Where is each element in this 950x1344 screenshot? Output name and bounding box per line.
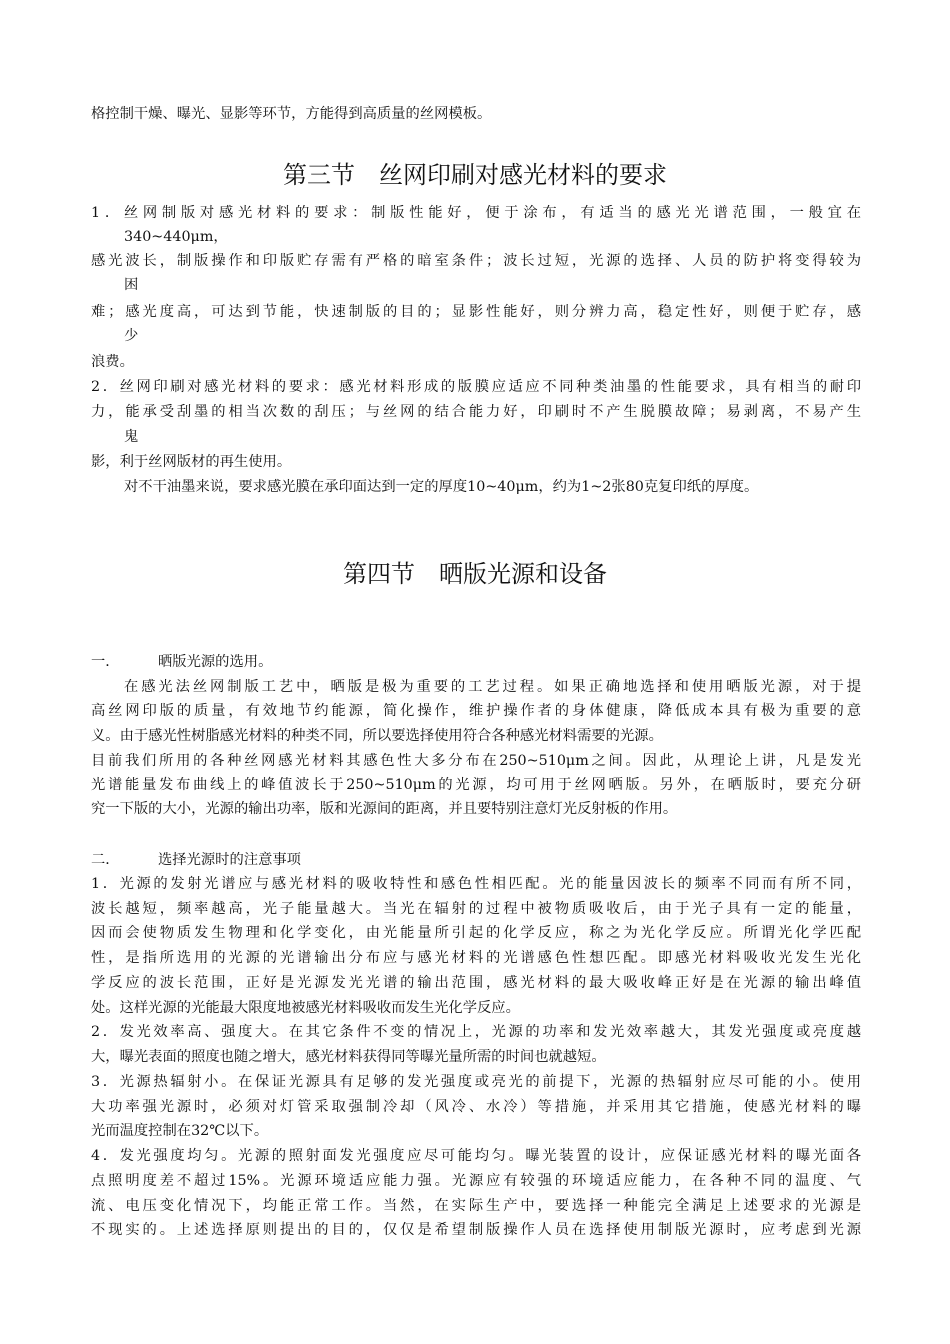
paragraph-line: 4．发光强度均匀。光源的照射面发光强度应尽可能均匀。曝光装置的设计，应保证感光材料的曝光面各 [91, 1148, 861, 1164]
section-3-heading [0, 159, 950, 191]
paragraph-line: 学反应的波长范围，正好是光源发光光谱的输出范围，感光材料的最大吸收峰正好是在光源的输出峰值 [91, 975, 861, 991]
paragraph-line: 大，曝光表面的照度也随之增大，感光材料获得同等曝光量所需的时间也就越短。 [91, 1049, 606, 1065]
paragraph-line: 大功率强光源时，必须对灯管采取强制冷却（风冷、水冷）等措施，并采用其它措施，使感光材料的曝 [91, 1099, 861, 1115]
paragraph-line: 性，是指所选用的光源的光谱输出分布应与感光材料的光谱感色性想匹配。即感光材料吸收光发生光化 [91, 950, 861, 966]
paragraph-line: 感光波长，制版操作和印版贮存需有严格的暗室条件；波长过短，光源的选择、人员的防护将变得较为 [91, 253, 861, 269]
subsection-heading [91, 652, 861, 672]
section-title: 晒版光源和设备 [439, 560, 607, 588]
section-title: 丝网印刷对感光材料的要求 [379, 161, 667, 189]
paragraph-line: 流、电压变化情况下，均能正常工作。当然，在实际生产中，要选择一种能完全满足上述要求的光源是 [91, 1198, 861, 1214]
paragraph-line: 影，利于丝网版材的再生使用。 [91, 454, 292, 470]
paragraph-line: 点照明度差不超过15%。光源环境适应能力强。光源应有较强的环境适应能力，在各种不同的温度、气 [91, 1173, 861, 1189]
paragraph-line: 2．发光效率高、强度大。在其它条件不变的情况上，光源的功率和发光效率越大，其发光强度或亮度越 [91, 1024, 861, 1040]
paragraph-line: 格控制干燥、曝光、显影等环节，方能得到高质量的丝网模板。 [91, 106, 492, 122]
section-4-heading [0, 558, 950, 590]
paragraph-line: 力，能承受刮墨的相当次数的刮压；与丝网的结合能力好，印刷时不产生脱膜故障；易剥离，不易产生 [91, 404, 861, 420]
list-item-line: 2．丝网印刷对感光材料的要求：感光材料形成的版膜应适应不同种类油墨的性能要求，具有相当的耐印 [91, 379, 861, 395]
paragraph-line: 究一下版的大小，光源的输出功率，版和光源间的距离，并且要特别注意灯光反射板的作用。 [91, 801, 678, 817]
wrapped-line: 少 [124, 328, 139, 344]
section-number: 第四节 [343, 560, 415, 588]
subsection-mark: 一． [91, 654, 120, 670]
subsection-title: 晒版光源的选用。 [158, 654, 273, 670]
paragraph-line: 处。这样光源的光能最大限度地被感光材料吸收而发生光化学反应。 [91, 1000, 520, 1016]
list-item-line: 1．丝网制版对感光材料的要求：制版性能好，便于涂布，有适当的感光光谱范围，一般宜在 [91, 205, 861, 221]
paragraph-line: 因而会使物质发生物理和化学变化，由光能量所引起的化学反应，称之为光化学反应。所谓光化学匹配 [91, 925, 861, 941]
paragraph-line: 光而温度控制在32℃以下。 [91, 1123, 269, 1139]
subsection-heading [91, 850, 861, 870]
paragraph-line: 浪费。 [91, 354, 134, 370]
paragraph-line: 义。由于感光性树脂感光材料的种类不同，所以要选择使用符合各种感光材料需要的光源。 [91, 728, 663, 744]
paragraph-line: 对不干油墨来说，要求感光膜在承印面达到一定的厚度10~40μm，约为1~2张80克复印纸的厚度。 [124, 479, 759, 495]
subsection-title: 选择光源时的注意事项 [158, 852, 301, 868]
wrapped-line: 340~440μm， [124, 229, 228, 245]
paragraph-line: 目前我们所用的各种丝网感光材料其感色性大多分布在250~510μm之间。因此，从理论上讲，凡是发光 [91, 753, 861, 769]
subsection-mark: 二． [91, 852, 120, 868]
paragraph-line: 不现实的。上述选择原则提出的目的，仅仅是希望制版操作人员在选择使用制版光源时，应考虑到光源 [91, 1222, 861, 1238]
paragraph-line: 在感光法丝网制版工艺中，晒版是极为重要的工艺过程。如果正确地选择和使用晒版光源，对于提 [124, 679, 861, 695]
paragraph-line: 1．光源的发射光谱应与感光材料的吸收特性和感色性相匹配。光的能量因波长的频率不同而有所不同， [91, 876, 861, 892]
wrapped-line: 鬼 [124, 429, 139, 445]
wrapped-line: 困 [124, 277, 139, 293]
paragraph-line: 3．光源热辐射小。在保证光源具有足够的发光强度或亮光的前提下，光源的热辐射应尽可能的小。使用 [91, 1074, 861, 1090]
paragraph-line: 难；感光度高，可达到节能，快速制版的目的；显影性能好，则分辨力高，稳定性好，则便于贮存，感 [91, 304, 861, 320]
paragraph-line: 光谱能量发布曲线上的峰值波长于250~510μm的光源，均可用于丝网晒版。另外，在晒版时，要充分研 [91, 777, 861, 793]
paragraph-line: 高丝网印版的质量，有效地节约能源，简化操作，维护操作者的身体健康，降低成本具有极为重要的意 [91, 703, 861, 719]
section-number: 第三节 [283, 161, 355, 189]
paragraph-line: 波长越短，频率越高，光子能量越大。当光在辐射的过程中被物质吸收后，由于光子具有一定的能量， [91, 901, 861, 917]
